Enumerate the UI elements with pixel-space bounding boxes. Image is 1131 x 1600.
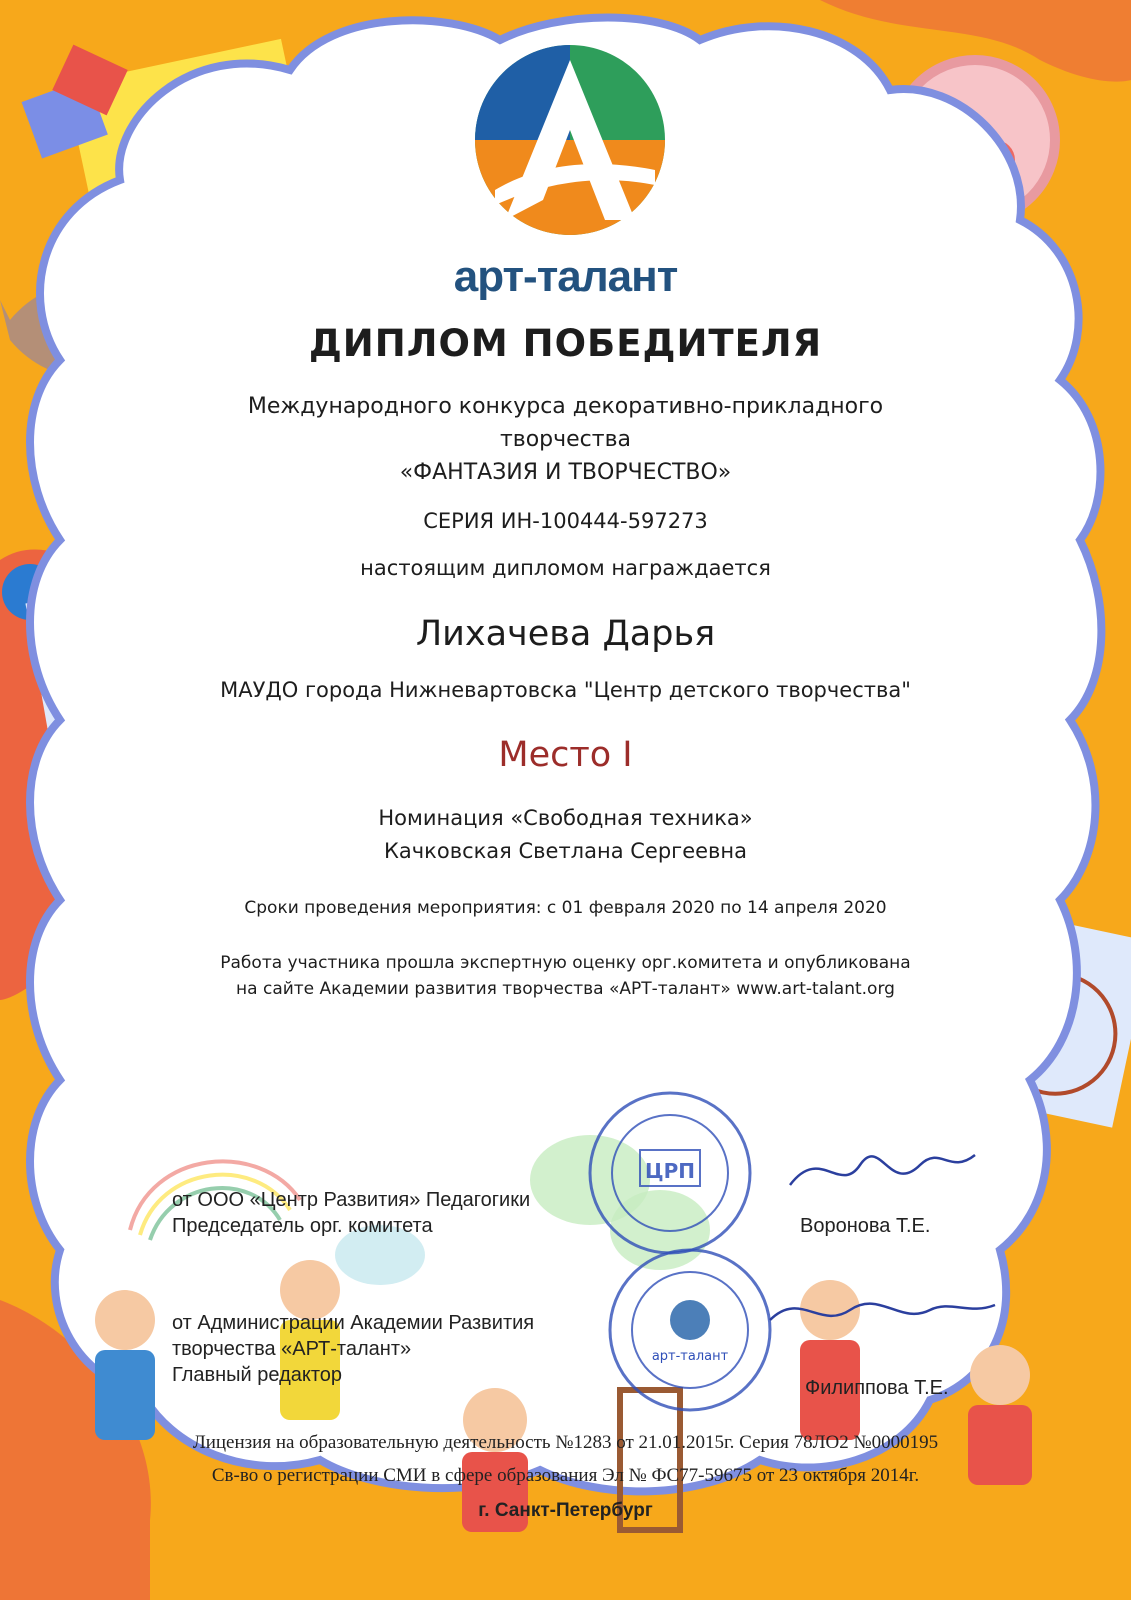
signature-org: творчества «АРТ-талант» bbox=[172, 1338, 412, 1360]
stamp-crp bbox=[585, 1088, 755, 1258]
contest-description bbox=[0, 390, 1131, 489]
contest-line: Международного конкурса декоративно-прикладного bbox=[247, 394, 884, 419]
art-talant-logo bbox=[465, 40, 675, 240]
contest-line: творчества bbox=[499, 427, 632, 452]
brand-name: арт-талант bbox=[453, 252, 678, 301]
nomination-block bbox=[0, 802, 1131, 868]
stamp-art-talant bbox=[605, 1245, 775, 1415]
series-number: СЕРИЯ ИН-100444-597273 bbox=[423, 509, 708, 533]
signature-org: от Администрации Академии Развития bbox=[172, 1312, 535, 1334]
diploma-title: ДИПЛОМ ПОБЕДИТЕЛЯ bbox=[308, 322, 823, 365]
signature-voronova bbox=[780, 1135, 980, 1215]
signature-role: Главный редактор bbox=[172, 1364, 343, 1386]
license-text: Лицензия на образовательную деятельность №1283 от 21.01.2015г. Серия 78ЛО2 №0000195 bbox=[192, 1432, 939, 1453]
stamp-art-text: арт-талант bbox=[651, 1349, 729, 1364]
awarded-text: настоящим дипломом награждается bbox=[360, 556, 771, 580]
city: г. Санкт-Петербург bbox=[478, 1500, 653, 1521]
contest-name: «ФАНТАЗИЯ И ТВОРЧЕСТВО» bbox=[399, 460, 732, 485]
event-dates: Сроки проведения мероприятия: с 01 февраля 2020 по 14 апреля 2020 bbox=[244, 898, 887, 918]
stamp-crp-text: ЦРП bbox=[645, 1159, 695, 1183]
review-note bbox=[0, 950, 1131, 1002]
participant-name: Лихачева Дарья bbox=[415, 614, 716, 654]
place-award: Место I bbox=[498, 735, 633, 775]
signer-voronova: Воронова Т.Е. bbox=[800, 1215, 931, 1237]
signature-role: Председатель орг. комитета bbox=[172, 1215, 433, 1237]
supervisor: Качковская Светлана Сергеевна bbox=[383, 839, 748, 863]
organization: МАУДО города Нижневартовска "Центр детского творчества" bbox=[220, 678, 911, 702]
nomination: Номинация «Свободная техника» bbox=[378, 806, 753, 830]
signature-block-crp bbox=[172, 1187, 530, 1239]
registration-text: Св-во о регистрации СМИ в сфере образования Эл № ФС77-59675 от 23 октября 2014г. bbox=[211, 1465, 920, 1486]
signature-org: от ООО «Центр Развития» Педагогики bbox=[172, 1189, 531, 1211]
review-line: на сайте Академии развития творчества «АРТ-талант» www.art-talant.org bbox=[236, 979, 895, 999]
signature-block-academy bbox=[172, 1310, 534, 1388]
signer-filippova: Филиппова Т.Е. bbox=[805, 1377, 949, 1399]
review-line: Работа участника прошла экспертную оценку орг.комитета и опубликована bbox=[220, 953, 911, 973]
signature-filippova bbox=[760, 1280, 1000, 1350]
